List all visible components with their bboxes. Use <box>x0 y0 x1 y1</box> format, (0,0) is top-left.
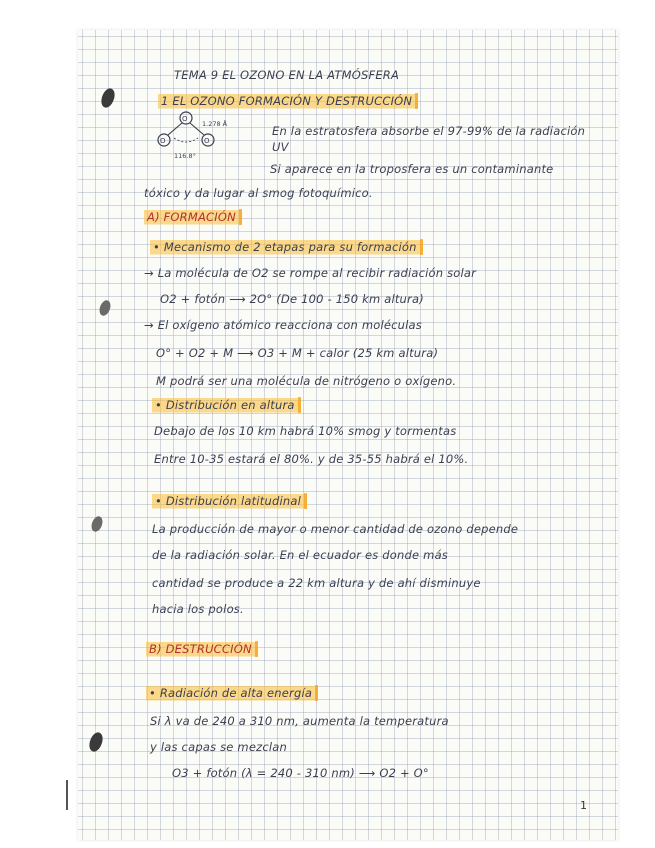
bond-length-label: 1.278 Å <box>202 120 228 128</box>
note-line: Entre 10-35 estará el 80%. y de 35-55 habrá el 10%. <box>154 452 469 466</box>
oxygen-atom-label: O <box>204 137 210 145</box>
equation: O3 + fotón (λ = 240 - 310 nm) ⟶ O2 + O° <box>172 766 429 780</box>
equation: O° + O2 + M ⟶ O3 + M + calor (25 km altura) <box>156 346 439 360</box>
note-line: Si aparece en la troposfera es un contaminante <box>270 162 554 176</box>
oxygen-atom-label: O <box>182 115 188 123</box>
oxygen-atom-label: O <box>160 137 166 145</box>
bond-angle-label: 116.8° <box>174 152 196 160</box>
equation: O2 + fotón ⟶ 2O° (De 100 - 150 km altura) <box>160 292 424 306</box>
page-title: TEMA 9 EL OZONO EN LA ATMÓSFERA <box>174 68 400 82</box>
note-line: hacia los polos. <box>152 602 244 616</box>
note-line: M podrá ser una molécula de nitrógeno o oxígeno. <box>156 374 457 388</box>
ozone-molecule-diagram <box>140 108 250 163</box>
note-line: → El oxígeno atómico reacciona con moléculas <box>144 318 422 332</box>
subsection-heading: A) FORMACIÓN <box>144 210 242 224</box>
note-line: y las capas se mezclan <box>150 740 288 754</box>
page-number: 1 <box>580 799 587 812</box>
bullet-heading: • Distribución en altura <box>152 398 301 412</box>
bullet-heading: • Mecanismo de 2 etapas para su formación <box>150 240 423 254</box>
note-line: UV <box>272 140 289 154</box>
note-line: de la radiación solar. En el ecuador es donde más <box>152 548 449 562</box>
note-line: Si λ va de 240 a 310 nm, aumenta la temperatura <box>150 714 449 728</box>
page-edge-mark <box>66 780 68 810</box>
note-line: tóxico y da lugar al smog fotoquímico. <box>144 186 373 200</box>
note-line: En la estratosfera absorbe el 97-99% de la radiación <box>272 124 586 138</box>
note-line: La producción de mayor o menor cantidad de ozono depende <box>152 522 519 536</box>
bullet-heading: • Distribución latitudinal <box>152 494 307 508</box>
note-line: cantidad se produce a 22 km altura y de ahí disminuye <box>152 576 481 590</box>
note-line: Debajo de los 10 km habrá 10% smog y tormentas <box>154 424 457 438</box>
subsection-heading: B) DESTRUCCIÓN <box>146 642 258 656</box>
section-heading: 1 EL OZONO FORMACIÓN Y DESTRUCCIÓN <box>158 94 418 108</box>
bullet-heading: • Radiación de alta energía <box>146 686 318 700</box>
note-line: → La molécula de O2 se rompe al recibir radiación solar <box>144 266 477 280</box>
